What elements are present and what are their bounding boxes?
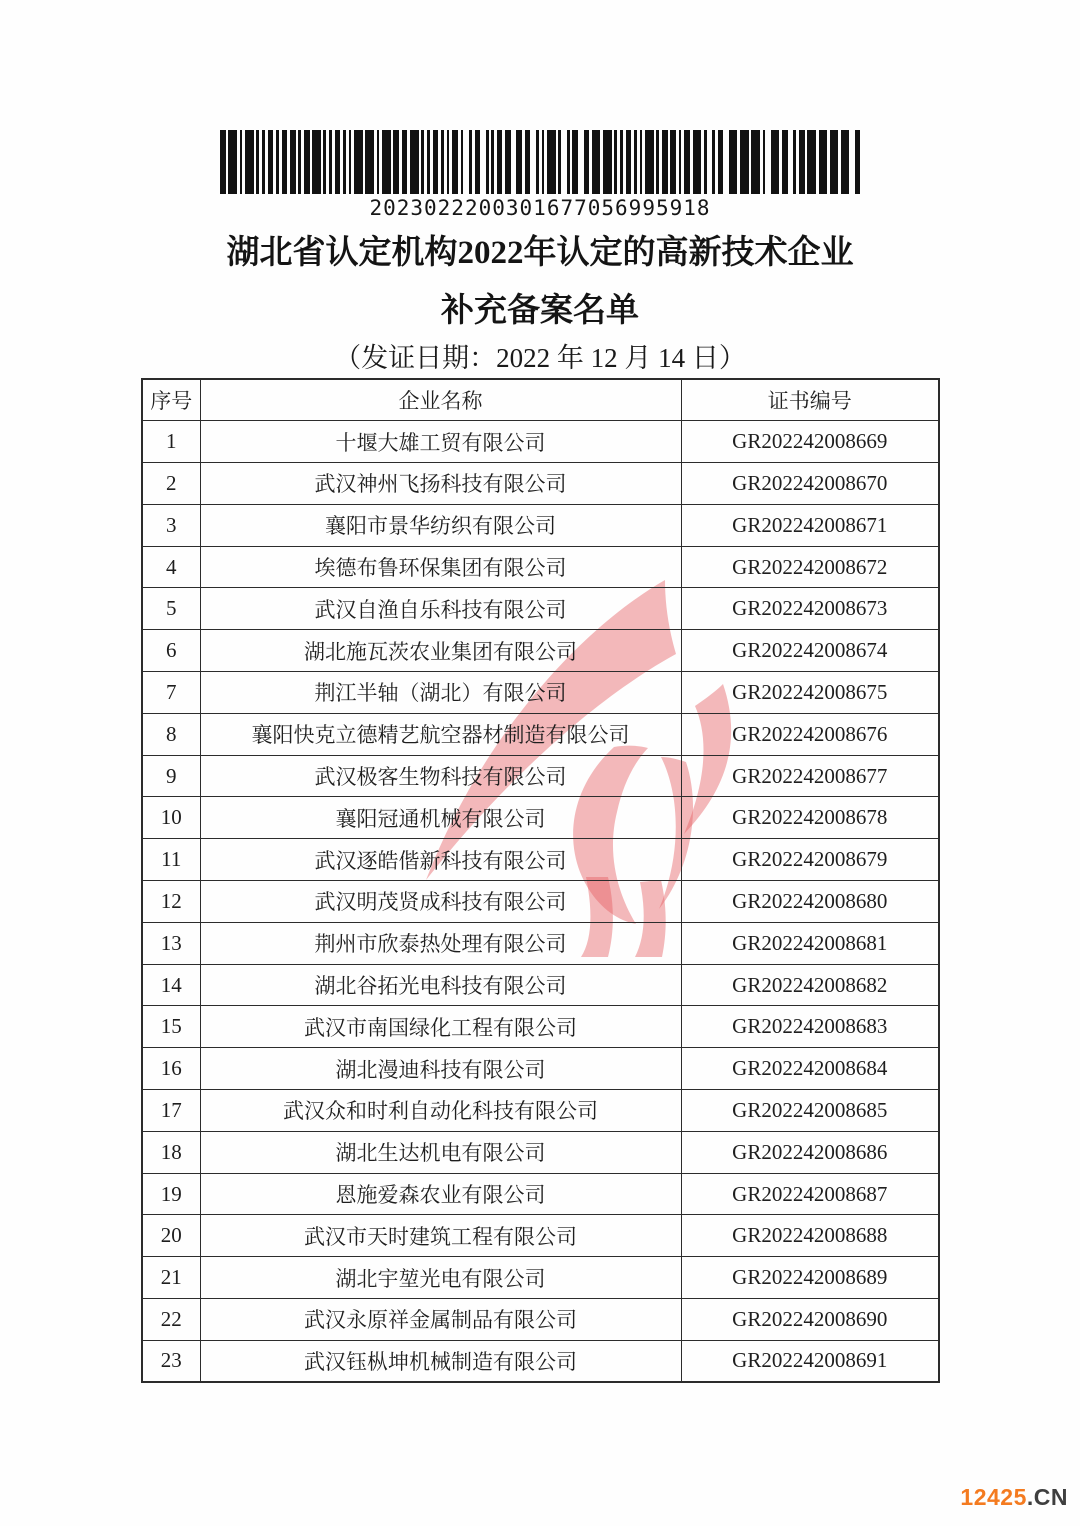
site-brand-watermark: [960, 1484, 1068, 1511]
barcode-bars: [220, 130, 860, 194]
company-name-cell: 荆江半轴（湖北）有限公司: [200, 672, 681, 714]
company-name-cell: 襄阳市景华纺织有限公司: [200, 504, 681, 546]
row-index-cell: 12: [142, 881, 200, 923]
table-row: [142, 1006, 939, 1048]
site-brand-number: 12425: [960, 1484, 1027, 1510]
col-header-index: 序号: [142, 379, 200, 421]
barcode-number: 2023022200301677056995918: [369, 196, 711, 220]
row-index-cell: 1: [142, 421, 200, 463]
row-index-cell: 11: [142, 839, 200, 881]
site-brand-suffix: .CN: [1026, 1484, 1068, 1510]
company-name-cell: 武汉市天时建筑工程有限公司: [200, 1215, 681, 1257]
row-index-cell: 14: [142, 964, 200, 1006]
company-name-cell: 武汉神州飞扬科技有限公司: [200, 463, 681, 505]
cert-number-cell: GR202242008687: [681, 1173, 939, 1215]
cert-number-cell: GR202242008685: [681, 1090, 939, 1132]
company-table: [141, 378, 940, 1383]
company-name-cell: 武汉逐皓偕新科技有限公司: [200, 839, 681, 881]
row-index-cell: 8: [142, 713, 200, 755]
cert-number-cell: GR202242008675: [681, 672, 939, 714]
cert-number-cell: GR202242008679: [681, 839, 939, 881]
cert-number-cell: GR202242008677: [681, 755, 939, 797]
company-name-cell: 埃德布鲁环保集团有限公司: [200, 546, 681, 588]
company-name-cell: 十堰大雄工贸有限公司: [200, 421, 681, 463]
table-row: [142, 504, 939, 546]
company-name-cell: 湖北宇堃光电有限公司: [200, 1257, 681, 1299]
company-name-cell: 湖北施瓦茨农业集团有限公司: [200, 630, 681, 672]
row-index-cell: 6: [142, 630, 200, 672]
row-index-cell: 15: [142, 1006, 200, 1048]
company-name-cell: 襄阳冠通机械有限公司: [200, 797, 681, 839]
table-row: [142, 1257, 939, 1299]
table-row: [142, 463, 939, 505]
cert-number-cell: GR202242008686: [681, 1131, 939, 1173]
document-title-line1: 湖北省认定机构2022年认定的高新技术企业: [226, 235, 854, 271]
table-header-row: [142, 379, 939, 421]
table-row: [142, 1048, 939, 1090]
company-name-cell: 襄阳快克立德精艺航空器材制造有限公司: [200, 713, 681, 755]
table-row: [142, 713, 939, 755]
document-title-line2: 补充备案名单: [441, 293, 639, 329]
table-row: [142, 1299, 939, 1341]
row-index-cell: 9: [142, 755, 200, 797]
table-row: [142, 672, 939, 714]
cert-number-cell: GR202242008673: [681, 588, 939, 630]
table-row: [142, 1090, 939, 1132]
row-index-cell: 16: [142, 1048, 200, 1090]
company-name-cell: 武汉明茂贤成科技有限公司: [200, 881, 681, 923]
table-row: [142, 922, 939, 964]
table-row: [142, 881, 939, 923]
table-row: [142, 546, 939, 588]
cert-number-cell: GR202242008684: [681, 1048, 939, 1090]
cert-number-cell: GR202242008670: [681, 463, 939, 505]
row-index-cell: 3: [142, 504, 200, 546]
cert-number-cell: GR202242008681: [681, 922, 939, 964]
cert-number-cell: GR202242008680: [681, 881, 939, 923]
row-index-cell: 5: [142, 588, 200, 630]
company-name-cell: 恩施爱森农业有限公司: [200, 1173, 681, 1215]
company-name-cell: 荆州市欣泰热处理有限公司: [200, 922, 681, 964]
cert-number-cell: GR202242008690: [681, 1299, 939, 1341]
cert-number-cell: GR202242008691: [681, 1340, 939, 1382]
table-row: [142, 964, 939, 1006]
barcode-block: [220, 130, 860, 220]
table-row: [142, 630, 939, 672]
table-row: [142, 755, 939, 797]
company-name-cell: 武汉自渔自乐科技有限公司: [200, 588, 681, 630]
company-name-cell: 武汉极客生物科技有限公司: [200, 755, 681, 797]
row-index-cell: 21: [142, 1257, 200, 1299]
row-index-cell: 2: [142, 463, 200, 505]
cert-number-cell: GR202242008676: [681, 713, 939, 755]
table-row: [142, 839, 939, 881]
row-index-cell: 4: [142, 546, 200, 588]
company-name-cell: 湖北谷拓光电科技有限公司: [200, 964, 681, 1006]
row-index-cell: 10: [142, 797, 200, 839]
company-name-cell: 武汉永原祥金属制品有限公司: [200, 1299, 681, 1341]
table-row: [142, 421, 939, 463]
company-name-cell: 武汉钰枞坤机械制造有限公司: [200, 1340, 681, 1382]
company-name-cell: 湖北生达机电有限公司: [200, 1131, 681, 1173]
cert-number-cell: GR202242008672: [681, 546, 939, 588]
table-row: [142, 1215, 939, 1257]
issue-date-line: （发证日期：2022 年 12 月 14 日）: [334, 343, 746, 373]
row-index-cell: 7: [142, 672, 200, 714]
company-name-cell: 武汉众和时利自动化科技有限公司: [200, 1090, 681, 1132]
row-index-cell: 22: [142, 1299, 200, 1341]
cert-number-cell: GR202242008688: [681, 1215, 939, 1257]
table-row: [142, 1131, 939, 1173]
row-index-cell: 13: [142, 922, 200, 964]
cert-number-cell: GR202242008682: [681, 964, 939, 1006]
table-row: [142, 1340, 939, 1382]
cert-number-cell: GR202242008683: [681, 1006, 939, 1048]
cert-number-cell: GR202242008669: [681, 421, 939, 463]
table-row: [142, 1173, 939, 1215]
row-index-cell: 17: [142, 1090, 200, 1132]
cert-number-cell: GR202242008678: [681, 797, 939, 839]
cert-number-cell: GR202242008674: [681, 630, 939, 672]
table-row: [142, 797, 939, 839]
col-header-company-name: 企业名称: [200, 379, 681, 421]
row-index-cell: 18: [142, 1131, 200, 1173]
row-index-cell: 23: [142, 1340, 200, 1382]
cert-number-cell: GR202242008689: [681, 1257, 939, 1299]
row-index-cell: 20: [142, 1215, 200, 1257]
company-name-cell: 湖北漫迪科技有限公司: [200, 1048, 681, 1090]
company-name-cell: 武汉市南国绿化工程有限公司: [200, 1006, 681, 1048]
table-row: [142, 588, 939, 630]
row-index-cell: 19: [142, 1173, 200, 1215]
col-header-cert-number: 证书编号: [681, 379, 939, 421]
cert-number-cell: GR202242008671: [681, 504, 939, 546]
